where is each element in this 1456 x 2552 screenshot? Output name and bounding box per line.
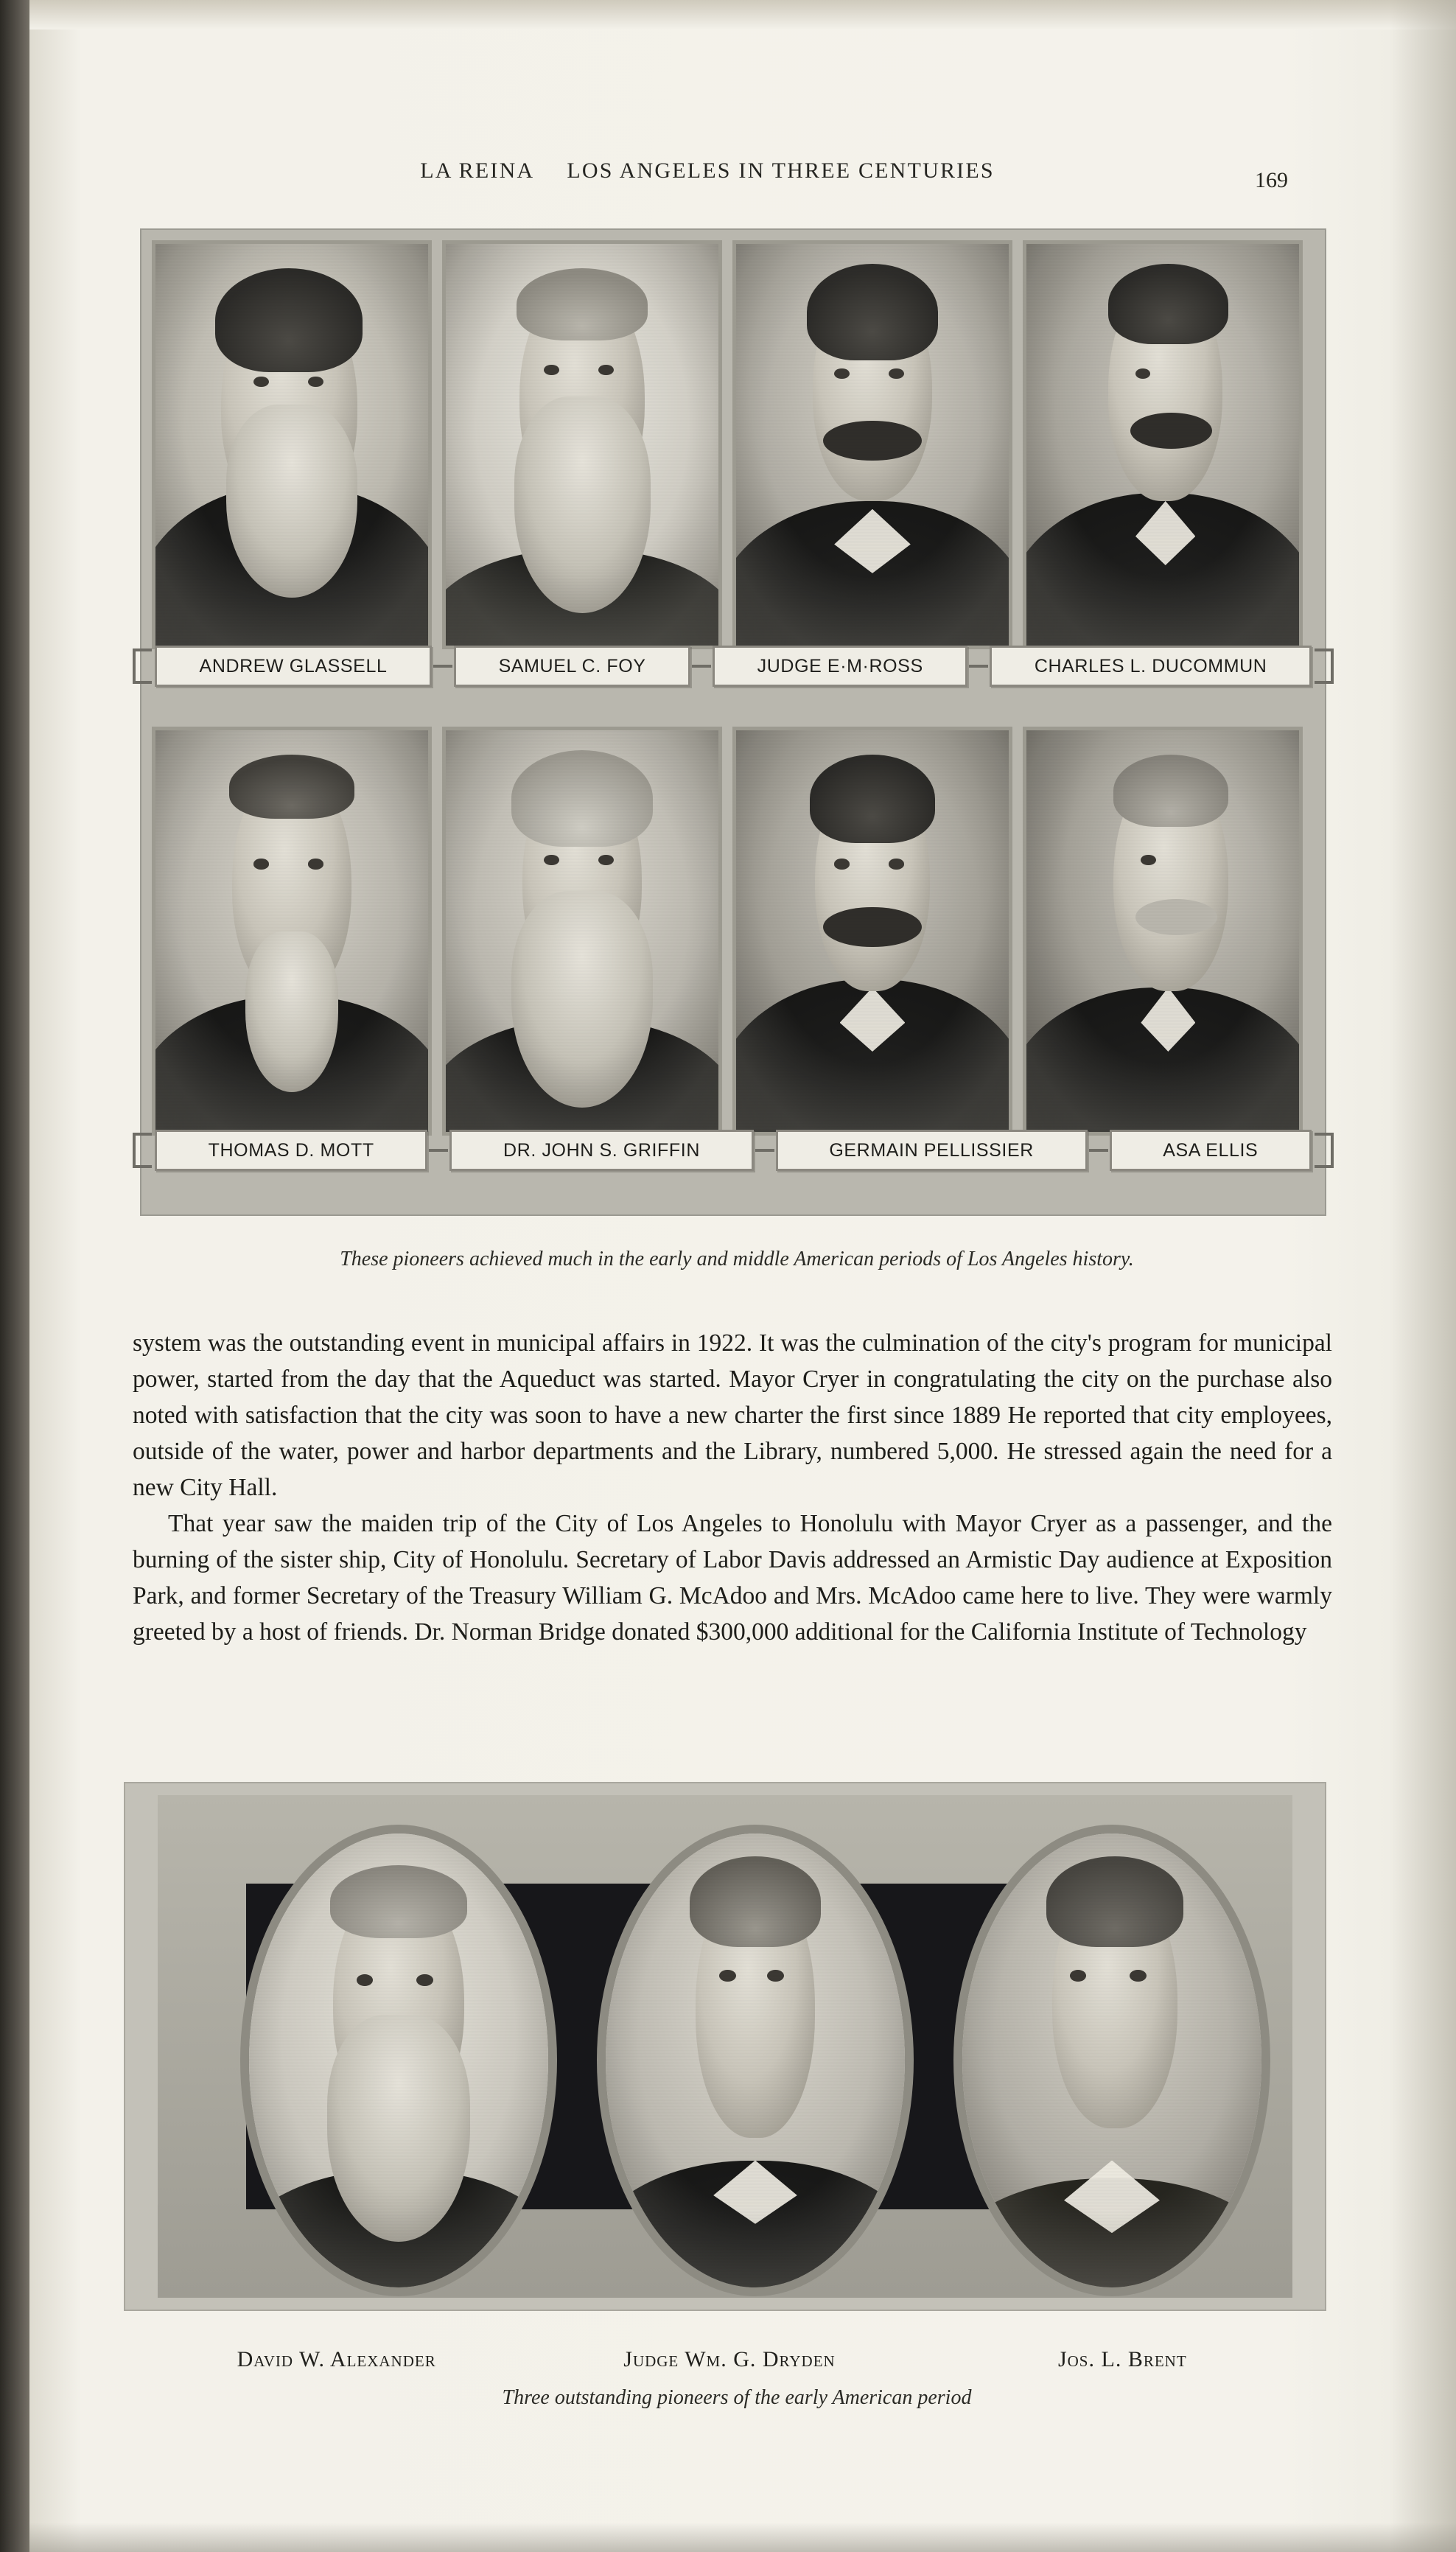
caption-bottom-plate: Three outstanding pioneers of the early American period — [502, 2386, 972, 2409]
body-paragraph-1: system was the outstanding event in municipal affairs in 1922. It was the culmination of the city's program for municipal power, started from the day that the Aqueduct was started. Mayor Cryer in congratulating the city on the purchase also noted with satisfaction that the city was soon to have a new charter the first since 1889 He reported that city employees, outside of the water, power and harbor departments and the Library, numbered 5,000. He stressed again the need for a new City Hall. — [133, 1329, 1332, 1501]
name-label-judge-e-m-ross: JUDGE E·M·ROSS — [713, 646, 967, 687]
name-label-andrew-glassell: ANDREW GLASSELL — [155, 646, 432, 687]
name-label-germain-pellissier: GERMAIN PELLISSIER — [776, 1130, 1088, 1171]
running-head-left: LA REINA — [420, 158, 535, 183]
portrait-name-strip-row-1 — [133, 643, 1334, 689]
photo-frame — [736, 730, 1009, 1132]
divider-dash — [429, 1149, 448, 1152]
portrait-row-1 — [152, 240, 1315, 649]
photo-frame — [155, 730, 428, 1132]
bottom-plate-name-row — [140, 2347, 1319, 2372]
photo-frame — [446, 730, 718, 1132]
name-label-dr-john-s-griffin: DR. JOHN S. GRIFFIN — [449, 1130, 753, 1171]
photo-frame — [962, 1833, 1261, 2287]
name-label-thomas-d-mott: THOMAS D. MOTT — [155, 1130, 427, 1171]
bracket-right-icon — [1315, 1133, 1334, 1168]
portrait-row-2 — [152, 727, 1315, 1136]
portrait-david-w-alexander — [240, 1825, 557, 2296]
portrait-plate-bottom — [124, 1782, 1326, 2311]
portrait-andrew-glassell — [152, 240, 432, 649]
name-label-david-w-alexander: David W. Alexander — [237, 2347, 436, 2371]
running-head-right: LOS ANGELES IN THREE CENTURIES — [567, 158, 995, 183]
portrait-jos-l-brent — [953, 1825, 1270, 2296]
body-text — [133, 1325, 1332, 1650]
divider-dash — [433, 665, 452, 668]
portrait-asa-ellis — [1023, 727, 1303, 1136]
bracket-left-icon — [133, 649, 152, 684]
photo-frame — [155, 244, 428, 646]
portrait-plate-top — [140, 228, 1326, 1216]
photo-frame — [1026, 730, 1299, 1132]
portrait-judge-wm-g-dryden — [597, 1825, 914, 2296]
name-label-charles-l-ducommun: CHARLES L. DUCOMMUN — [990, 646, 1312, 687]
name-label-jos-l-brent: Jos. L. Brent — [1057, 2347, 1187, 2371]
divider-dash — [969, 665, 988, 668]
page-content — [29, 0, 1456, 2552]
bracket-right-icon — [1315, 649, 1334, 684]
page-bottom-shading — [29, 2523, 1456, 2552]
portrait-thomas-d-mott — [152, 727, 432, 1136]
portrait-judge-e-m-ross — [732, 240, 1012, 649]
page-number: 169 — [1255, 168, 1288, 192]
caption-top-plate: These pioneers achieved much in the early and middle American periods of Los Angeles history. — [340, 1248, 1134, 1270]
portrait-samuel-c-foy — [442, 240, 722, 649]
photo-frame — [736, 244, 1009, 646]
photo-frame — [249, 1833, 548, 2287]
portrait-germain-pellissier — [732, 727, 1012, 1136]
photo-frame — [446, 244, 718, 646]
name-label-samuel-c-foy: SAMUEL C. FOY — [454, 646, 690, 687]
name-label-judge-wm-g-dryden: Judge Wm. G. Dryden — [623, 2347, 836, 2371]
photo-frame — [1026, 244, 1299, 646]
portrait-dr-john-s-griffin — [442, 727, 722, 1136]
photo-frame — [606, 1833, 905, 2287]
body-paragraph-2: That year saw the maiden trip of the City of Los Angeles to Honolulu with Mayor Cryer as a passenger, and the burning of the sister ship, City of Honolulu. Secretary of Labor Davis addressed an Armistic Day audience at Exposition Park, and former Secretary of the Treasury William G. McAdoo and Mrs. McAdoo came here to live. They were warmly greeted by a host of friends. Dr. Norman Bridge donated $300,000 additional for the California Institute of Technology — [133, 1510, 1332, 1646]
running-head — [133, 158, 1282, 183]
bracket-left-icon — [133, 1133, 152, 1168]
name-label-asa-ellis: ASA ELLIS — [1110, 1130, 1312, 1171]
divider-dash — [1089, 1149, 1108, 1152]
printed-page — [29, 0, 1456, 2552]
divider-dash — [755, 1149, 774, 1152]
portrait-charles-l-ducommun — [1023, 240, 1303, 649]
divider-dash — [692, 665, 711, 668]
plate-inner-mat — [158, 1795, 1292, 2298]
portrait-name-strip-row-2 — [133, 1128, 1334, 1173]
